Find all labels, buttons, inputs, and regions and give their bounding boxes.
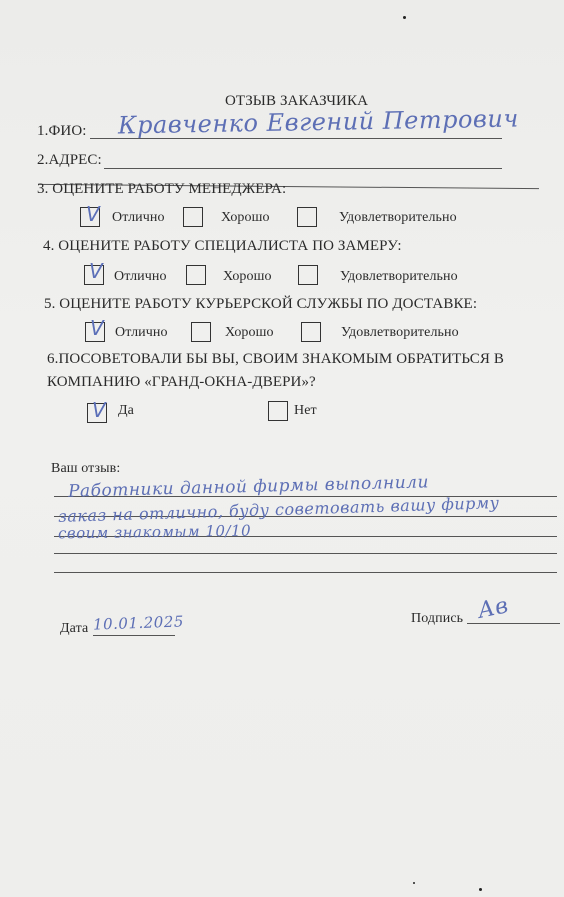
review-line-5	[54, 572, 557, 573]
q4-checkmark: V	[89, 259, 103, 283]
q5-option-udovletvoritelno: Удовлетворительно	[341, 325, 459, 340]
review-text-line-1[interactable]: Работники данной фирмы выполнили	[67, 472, 430, 502]
q4-option-khorosho: Хорошо	[223, 269, 272, 284]
q3-option-khorosho: Хорошо	[221, 210, 270, 225]
fio-handwritten-value[interactable]: Кравченко Евгений Петрович	[117, 104, 520, 140]
date-label: Дата	[60, 621, 89, 636]
q3-option-otlichno: Отлично	[112, 210, 165, 225]
q3-option-udovletvoritelno: Удовлетворительно	[339, 210, 457, 225]
question-3: 3. ОЦЕНИТЕ РАБОТУ МЕНЕДЖЕРА:	[37, 181, 287, 197]
q6-option-yes: Да	[118, 403, 134, 418]
q5-checkbox-udovletvoritelno[interactable]	[301, 322, 321, 342]
dust-speck	[403, 16, 406, 19]
q5-option-khorosho: Хорошо	[225, 325, 274, 340]
q5-checkbox-khorosho[interactable]	[191, 322, 211, 342]
q4-option-udovletvoritelno: Удовлетворительно	[340, 269, 458, 284]
signature-label: Подпись	[411, 611, 464, 626]
dust-speck	[413, 882, 415, 884]
q6-checkmark: V	[92, 398, 106, 422]
question-4: 4. ОЦЕНИТЕ РАБОТУ СПЕЦИАЛИСТА ПО ЗАМЕРУ:	[43, 238, 402, 254]
q4-checkbox-udovletvoritelno[interactable]	[298, 265, 318, 285]
q3-checkbox-khorosho[interactable]	[183, 207, 203, 227]
dust-speck	[479, 888, 482, 891]
question-6-line-2: КОМПАНИЮ «ГРАНД-ОКНА-ДВЕРИ»?	[47, 374, 316, 390]
q3-checkmark: V	[86, 202, 100, 226]
review-line-4	[54, 553, 557, 554]
address-underline	[104, 168, 502, 169]
date-underline	[93, 635, 175, 636]
form-title: ОТЗЫВ ЗАКАЗЧИКА	[225, 93, 369, 109]
q5-checkmark: V	[90, 316, 104, 340]
q4-checkbox-khorosho[interactable]	[186, 265, 206, 285]
address-label: 2.АДРЕС:	[37, 152, 102, 168]
q6-option-no: Нет	[294, 403, 317, 418]
review-text-line-3[interactable]: своим знакомым 10/10	[57, 521, 252, 543]
date-handwritten-value[interactable]: 10.01.2025	[92, 612, 185, 634]
q5-option-otlichno: Отлично	[115, 325, 168, 340]
question-6-line-1: 6.ПОСОВЕТОВАЛИ БЫ ВЫ, СВОИМ ЗНАКОМЫМ ОБРАТИТЬСЯ В	[47, 351, 504, 367]
signature-mark[interactable]: Ав	[475, 593, 511, 624]
q4-option-otlichno: Отлично	[114, 269, 167, 284]
review-text-line-2[interactable]: заказ на отлично, буду советовать вашу фирму	[57, 493, 500, 526]
review-label: Ваш отзыв:	[51, 461, 121, 476]
q3-checkbox-udovletvoritelno[interactable]	[297, 207, 317, 227]
question-5: 5. ОЦЕНИТЕ РАБОТУ КУРЬЕРСКОЙ СЛУЖБЫ ПО ДОСТАВКЕ:	[44, 296, 478, 312]
fio-label: 1.ФИО:	[37, 123, 87, 139]
q6-checkbox-no[interactable]	[268, 401, 288, 421]
